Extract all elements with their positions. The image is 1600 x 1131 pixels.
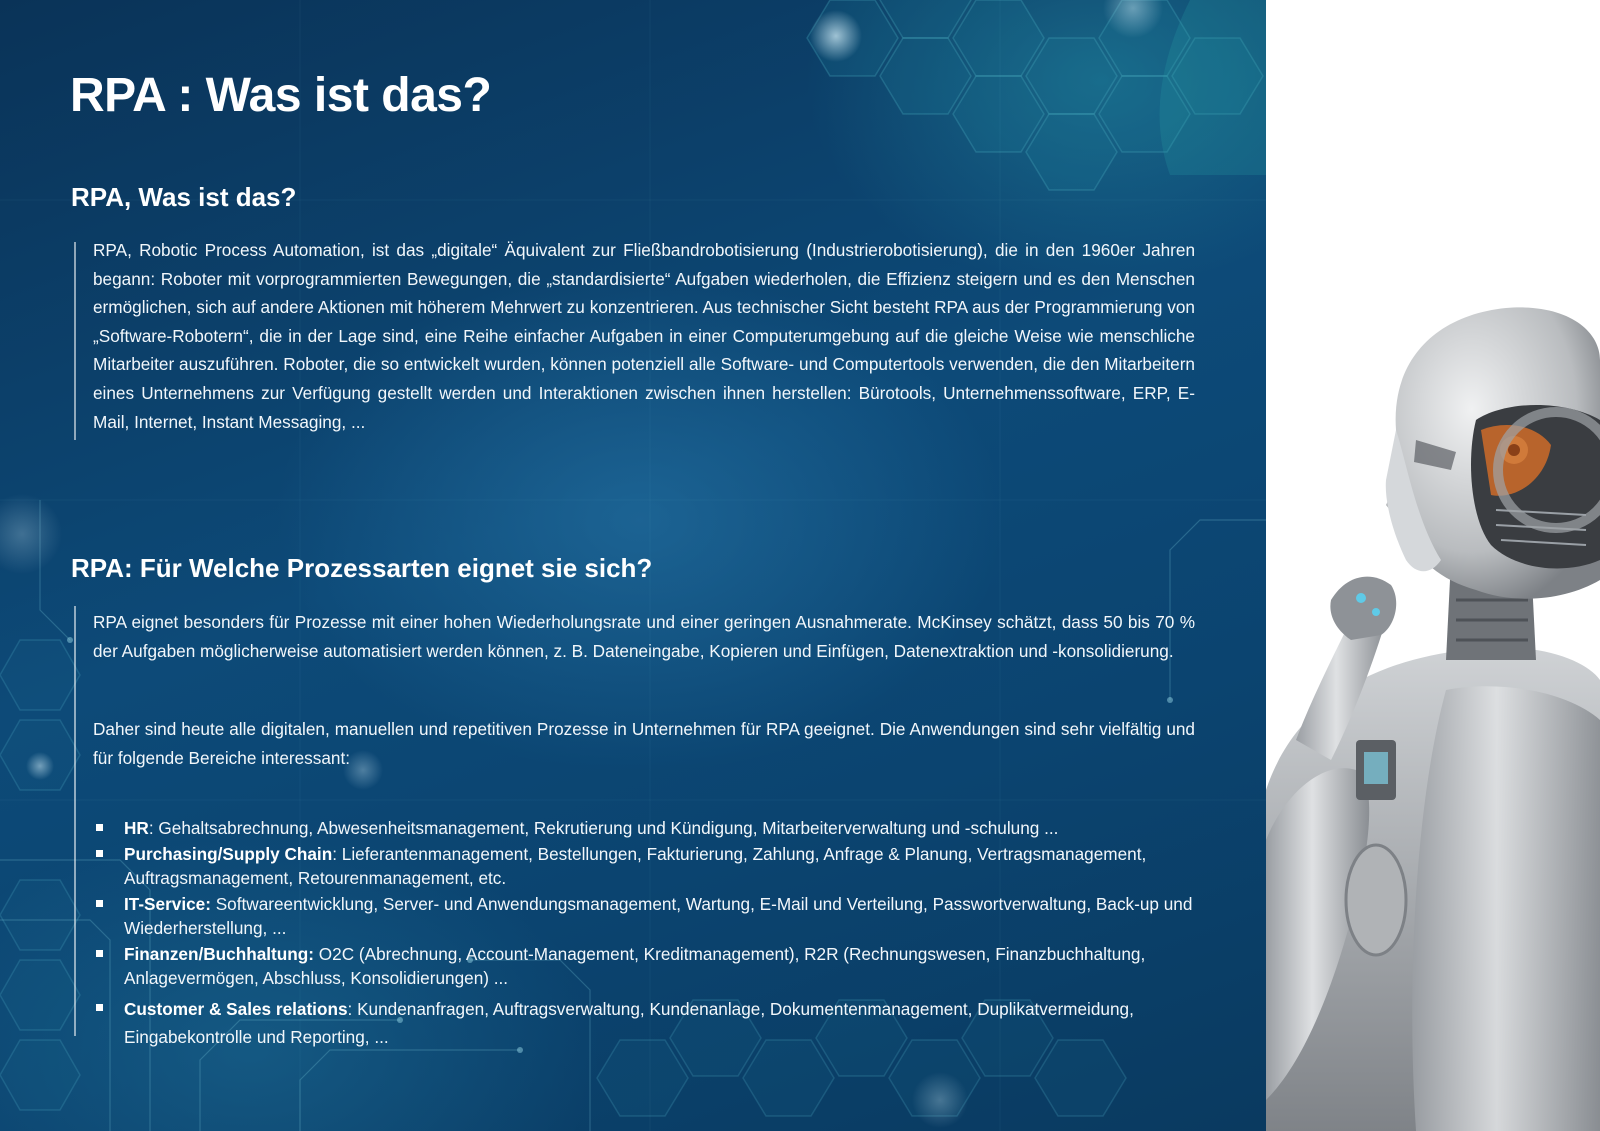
list-item-term: Customer & Sales relations (124, 998, 348, 1019)
list-item-term: IT-Service: (124, 893, 211, 914)
list-item-text: Lieferantenmanagement, Bestellungen, Fakturierung, Zahlung, Anfrage & Planung, Vertragsmanagement, Auftragsmanagement, Retourenmanagement, etc. (124, 843, 1147, 888)
list-item-term: HR (124, 818, 149, 838)
list-item-text: Kundenanfragen, Auftragsverwaltung, Kundenanlage, Dokumentenmanagement, Duplikatvermeidung, Eingabekontrolle und Reporting, ... (124, 998, 1134, 1047)
list-item (96, 995, 1196, 1052)
section-paragraph-definition: RPA, Robotic Process Automation, ist das „digitale“ Äquivalent zur Fließbandrobotisierung (Industrierobotisierung), die in den 1960er Jahren begann: Roboter mit vorprogrammierten Bewegungen, die „standardisierte“ Aufgaben wiederholen, die Effizienz steigern und es den Menschen ermöglichen, sich auf andere Aktionen mit höherem Mehrwert zu konzentrieren. Aus technischer Sicht besteht RPA aus der Programmierung von „Software-Robotern“, die in der Lage sind, eine Reihe einfacher Aufgaben in einer Computerumgebung auf die gleiche Weise wie menschliche Mitarbeiter auszuführen. Roboter, die so entwickelt wurden, können potenziell alle Software- und Computertools verwenden, die den Mitarbeitern eines Unternehmens zur Verfügung gestellt werden und Interaktionen zwischen ihnen herstellen: Bürotools, Unternehmenssoftware, ERP, E-Mail, Internet, Instant Messaging, ... (93, 240, 1195, 432)
list-item (96, 942, 1196, 991)
square-bullet-icon (96, 824, 103, 831)
section-paragraph-applications: Daher sind heute alle digitalen, manuellen und repetitiven Prozesse in Unternehmen für RPA geeignet. Die Anwendungen sind sehr vielfältig und für folgende Bereiche interessant: (93, 719, 1195, 768)
list-item-text: O2C (Abrechnung, Account-Management, Kreditmanagement), R2R (Rechnungswesen, Finanzbuchhaltung, Anlagevermögen, Abschluss, Konsolidierungen) ... (124, 943, 1146, 988)
section-divider-bar (74, 606, 76, 1036)
list-item-text: Softwareentwicklung, Server- und Anwendungsmanagement, Wartung, E-Mail und Verteilung, Passwortverwaltung, Back-up und Wiederherstellung, ... (124, 893, 1193, 938)
section-paragraph-suitability: RPA eignet besonders für Prozesse mit einer hohen Wiederholungsrate und einer geringen Ausnahmerate. McKinsey schätzt, dass 50 bis 70 % der Aufgaben möglicherweise automatisiert werden können, z. B. Dateneingabe, Kopieren und Einfügen, Datenextraktion und -konsolidierung. (93, 612, 1195, 661)
square-bullet-icon (96, 900, 103, 907)
page-title: RPA : Was ist das? (70, 69, 492, 122)
list-item-separator: : (148, 818, 159, 838)
application-areas-list (96, 816, 1196, 1053)
list-item-text: Gehaltsabrechnung, Abwesenheitsmanagement, Rekrutierung und Kündigung, Mitarbeiterverwaltung und -schulung ... (158, 818, 1059, 838)
list-item-separator: : (332, 843, 342, 864)
square-bullet-icon (96, 950, 103, 957)
section-heading-process-types: RPA: Für Welche Prozessarten eignet sie sich? (71, 553, 653, 583)
humanoid-robot-thinking-illustration (1266, 0, 1600, 1131)
section-heading-what-is-rpa: RPA, Was ist das? (71, 182, 297, 212)
square-bullet-icon (96, 850, 103, 857)
list-item (96, 816, 1196, 841)
list-item (96, 842, 1196, 891)
square-bullet-icon (96, 1004, 103, 1011)
list-item-term: Purchasing/Supply Chain (124, 843, 333, 864)
robot-illustration-area (1266, 0, 1600, 1131)
list-item-term: Finanzen/Buchhaltung: (124, 943, 315, 964)
list-item (96, 892, 1196, 941)
section-divider-bar (74, 242, 76, 440)
list-item-separator: : (347, 998, 358, 1019)
